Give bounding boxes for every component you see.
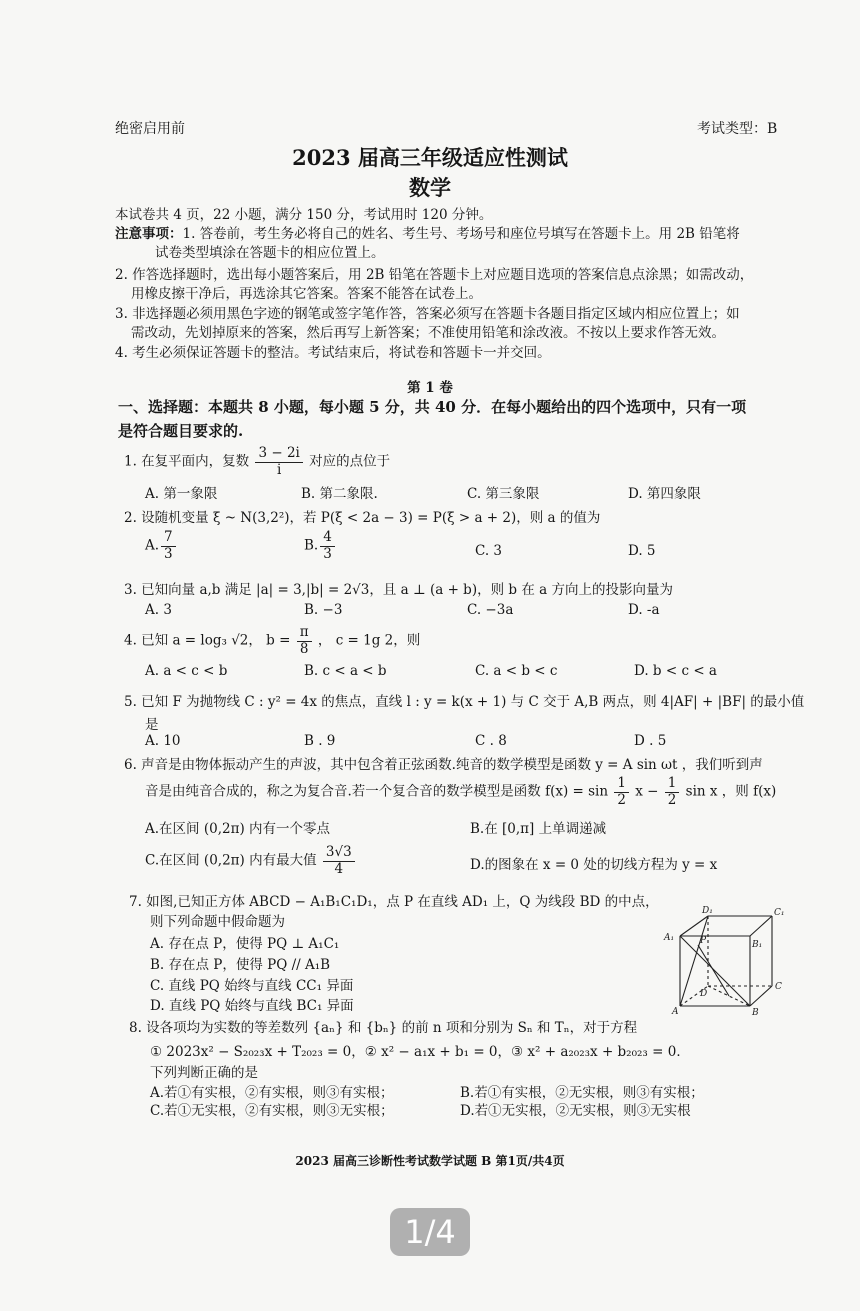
question-1 [124,446,390,478]
question-8: 8. 设各项均为实数的等差数列 {aₙ} 和 {bₙ} 的前 n 项和分别为 Sₙ 和 Tₙ，对于方程 [129,1020,638,1036]
edge-b1-c1 [750,916,772,936]
question-5: 5. 已知 F 为抛物线 C : y² = 4x 的焦点，直线 l : y = k(x + 1) 与 C 交于 A,B 两点，则 4|AF| + |BF| 的最小值 [124,694,805,710]
label-c: C [775,982,782,992]
q6-stem-pre: 音是由纯音合成的，称之为复合音.若一个复合音的数学模型是函数 f(x) = sin [145,783,609,800]
q4-b-num: π [297,625,312,642]
q4-fraction [297,625,312,657]
q6-stem-mid: x − [635,783,659,800]
q1-denominator: i [277,461,282,478]
q1-stem-post: 对应的点位于 [309,453,391,470]
q2-option-d: D. 5 [628,543,656,559]
edge-b-c [750,986,772,1006]
notice-3: 3. 非选择题必须用黑色字迹的钢笔或签字笔作答，答案必须写在答题卡各题目指定区域内相应位置上；如 [115,306,740,322]
question-8-equations: ① 2023x² − S₂₀₂₃x + T₂₀₂₃ = 0，② x² − a₁x + b₁ = 0，③ x² + a₂₀₂₃x + b₂₀₂₃ = 0． [150,1044,690,1060]
section-heading: 一、选择题：本题共 8 小题，每小题 5 分，共 40 分．在每小题给出的四个选项中，只有一项 [118,398,747,416]
notice-2-cont: 用橡皮擦干净后，再选涂其它答案。答案不能答在试卷上。 [131,286,482,302]
q6-option-b: B.在 [0,π] 上单调递减 [470,821,607,837]
q2-b-num: 4 [320,530,335,547]
q3-option-b: B. −3 [304,602,343,618]
q2-b-label: B. [304,537,319,554]
q1-stem-pre: 1. 在复平面内，复数 [124,453,250,470]
notice-2: 2. 作答选择题时，选出每小题答案后，用 2B 铅笔在答题卡上对应题目选项的答案信息点涂黑；如需改动， [115,267,754,283]
q6-f1-den: 2 [617,791,626,808]
question-2: 2. 设随机变量 ξ ~ N(3,2²)，若 P(ξ < 2a − 3) = P(ξ > a + 2)，则 a 的值为 [124,510,601,526]
q6-c-num: 3√3 [323,845,355,862]
q8-option-a: A.若①有实根，②有实根，则③有实根； [150,1085,394,1101]
q2-option-a [145,530,178,562]
section-heading-cont: 是符合题目要求的. [118,422,244,440]
q3-option-a: A. 3 [145,602,172,618]
exam-title: 2023 届高三年级适应性测试 [292,145,568,170]
q1-option-a: A. 第一象限 [145,486,218,502]
label-c1: C₁ [774,908,785,918]
q6-option-a: A.在区间 (0,2π) 内有一个零点 [145,821,330,837]
question-6-cont [145,776,776,808]
q4-option-d: D. b < c < a [634,663,717,679]
q6-f2-den: 2 [667,791,677,808]
q6-frac-2 [665,776,680,808]
q5-option-b: B . 9 [304,733,336,749]
q1-fraction [255,446,302,478]
q6-f1-num: 1 [614,776,629,793]
question-6: 6. 声音是由物体振动产生的声波，其中包含着正弦函数.纯音的数学模型是函数 y = A sin ωt ，我们听到声 [124,757,763,773]
q5-option-c: C . 8 [475,733,507,749]
q2-option-c: C. 3 [475,543,503,559]
notice-1-cont: 试卷类型填涂在答题卡的相应位置上。 [155,245,385,261]
q2-a-label: A. [145,537,160,554]
q4-option-b: B. c < a < b [304,663,387,679]
q2-option-b [304,530,337,562]
cube-figure [660,903,790,1018]
label-b: B [752,1008,759,1018]
label-b1: B₁ [752,940,763,950]
q2-a-fraction [161,530,176,562]
q4-stem-post: ， c = 1g 2，则 [317,632,421,649]
notice-1-text: 1. 答卷前，考生务必将自己的姓名、考生号、考场号和座位号填写在答题卡上。用 2B 铅笔将 [182,226,740,242]
exam-type-label: 考试类型：B [697,121,778,137]
q3-option-c: C. −3a [467,602,514,618]
q7-option-c: C. 直线 PQ 始终与直线 CC₁ 异面 [150,978,354,994]
q2-a-num: 7 [161,530,176,547]
edge-a1-d1 [680,916,708,936]
label-a1: A₁ [664,933,675,943]
subject-title: 数学 [409,175,451,200]
page-footer: 2023 届高三诊断性考试数学试题 B 第1页/共4页 [295,1154,565,1168]
question-7: 7. 如图,已知正方体 ABCD − A₁B₁C₁D₁，点 P 在直线 AD₁ 上，Q 为线段 BD 的中点， [129,894,659,910]
question-3: 3. 已知向量 a,b 满足 |a| = 3,|b| = 2√3，且 a ⊥ (a + b)，则 b 在 a 方向上的投影向量为 [124,582,673,598]
q7-option-a: A. 存在点 P，使得 PQ ⊥ A₁C₁ [150,936,340,952]
q6-c-den: 4 [334,860,344,877]
q2-a-den: 3 [164,545,173,562]
label-d1: D₁ [702,906,713,916]
q8-option-c: C.若①无实根，②有实根，则③无实根； [150,1103,394,1119]
q6-option-c [145,845,357,877]
label-p: P [700,936,707,946]
q6-stem-post: sin x ，则 f(x) [685,783,777,800]
q6-c-fraction [323,845,355,877]
q4-option-c: C. a < b < c [475,663,558,679]
q1-option-c: C. 第三象限 [467,486,540,502]
question-4 [124,625,420,657]
label-a: A [672,1007,679,1017]
notice-3-cont: 需改动，先划掉原来的答案，然后再写上新答案；不准使用铅笔和涂改液。不按以上要求作答无效。 [131,325,725,341]
page-indicator[interactable]: 1/4 [390,1208,470,1256]
q2-b-den: 3 [323,545,332,562]
question-5-cont: 是 [145,717,159,733]
intro-line: 本试卷共 4 页，22 小题，满分 150 分，考试用时 120 分钟。 [115,207,493,223]
q6-f2-num: 1 [665,776,680,793]
q1-option-b: B. 第二象限. [301,486,378,502]
q4-b-den: 8 [299,640,309,657]
notice-1 [115,222,740,242]
q7-option-b: B. 存在点 P，使得 PQ // A₁B [150,957,331,973]
q1-numerator: 3 − 2i [255,446,302,463]
q4-option-a: A. a < c < b [145,663,228,679]
q8-option-b: B.若①有实根，②无实根，则③有实根； [460,1085,704,1101]
volume-label: 第 1 卷 [407,380,453,396]
question-7-cont: 则下列命题中假命题为 [150,914,285,930]
label-d: D [700,989,708,999]
q6-option-d: D.的图象在 x = 0 处的切线方程为 y = x [470,857,718,873]
q4-stem-pre: 4. 已知 a = log₃ √2， b = [124,632,291,649]
q8-option-d: D.若①无实根，②无实根，则③无实根 [460,1103,691,1119]
q1-option-d: D. 第四象限 [628,486,701,502]
question-8-cont: 下列判断正确的是 [150,1065,258,1081]
q2-b-fraction [320,530,335,562]
q3-option-d: D. -a [628,602,660,618]
q5-option-a: A. 10 [145,733,181,749]
confidential-label: 绝密启用前 [115,121,185,137]
q5-option-d: D . 5 [634,733,667,749]
notice-4: 4. 考生必须保证答题卡的整洁。考试结束后，将试卷和答题卡一并交回。 [115,345,551,361]
q6-frac-1 [614,776,629,808]
q6-c-text: C.在区间 (0,2π) 内有最大值 [145,852,317,869]
q7-option-d: D. 直线 PQ 始终与直线 BC₁ 异面 [150,998,354,1014]
notice-heading: 注意事项： [115,226,183,242]
